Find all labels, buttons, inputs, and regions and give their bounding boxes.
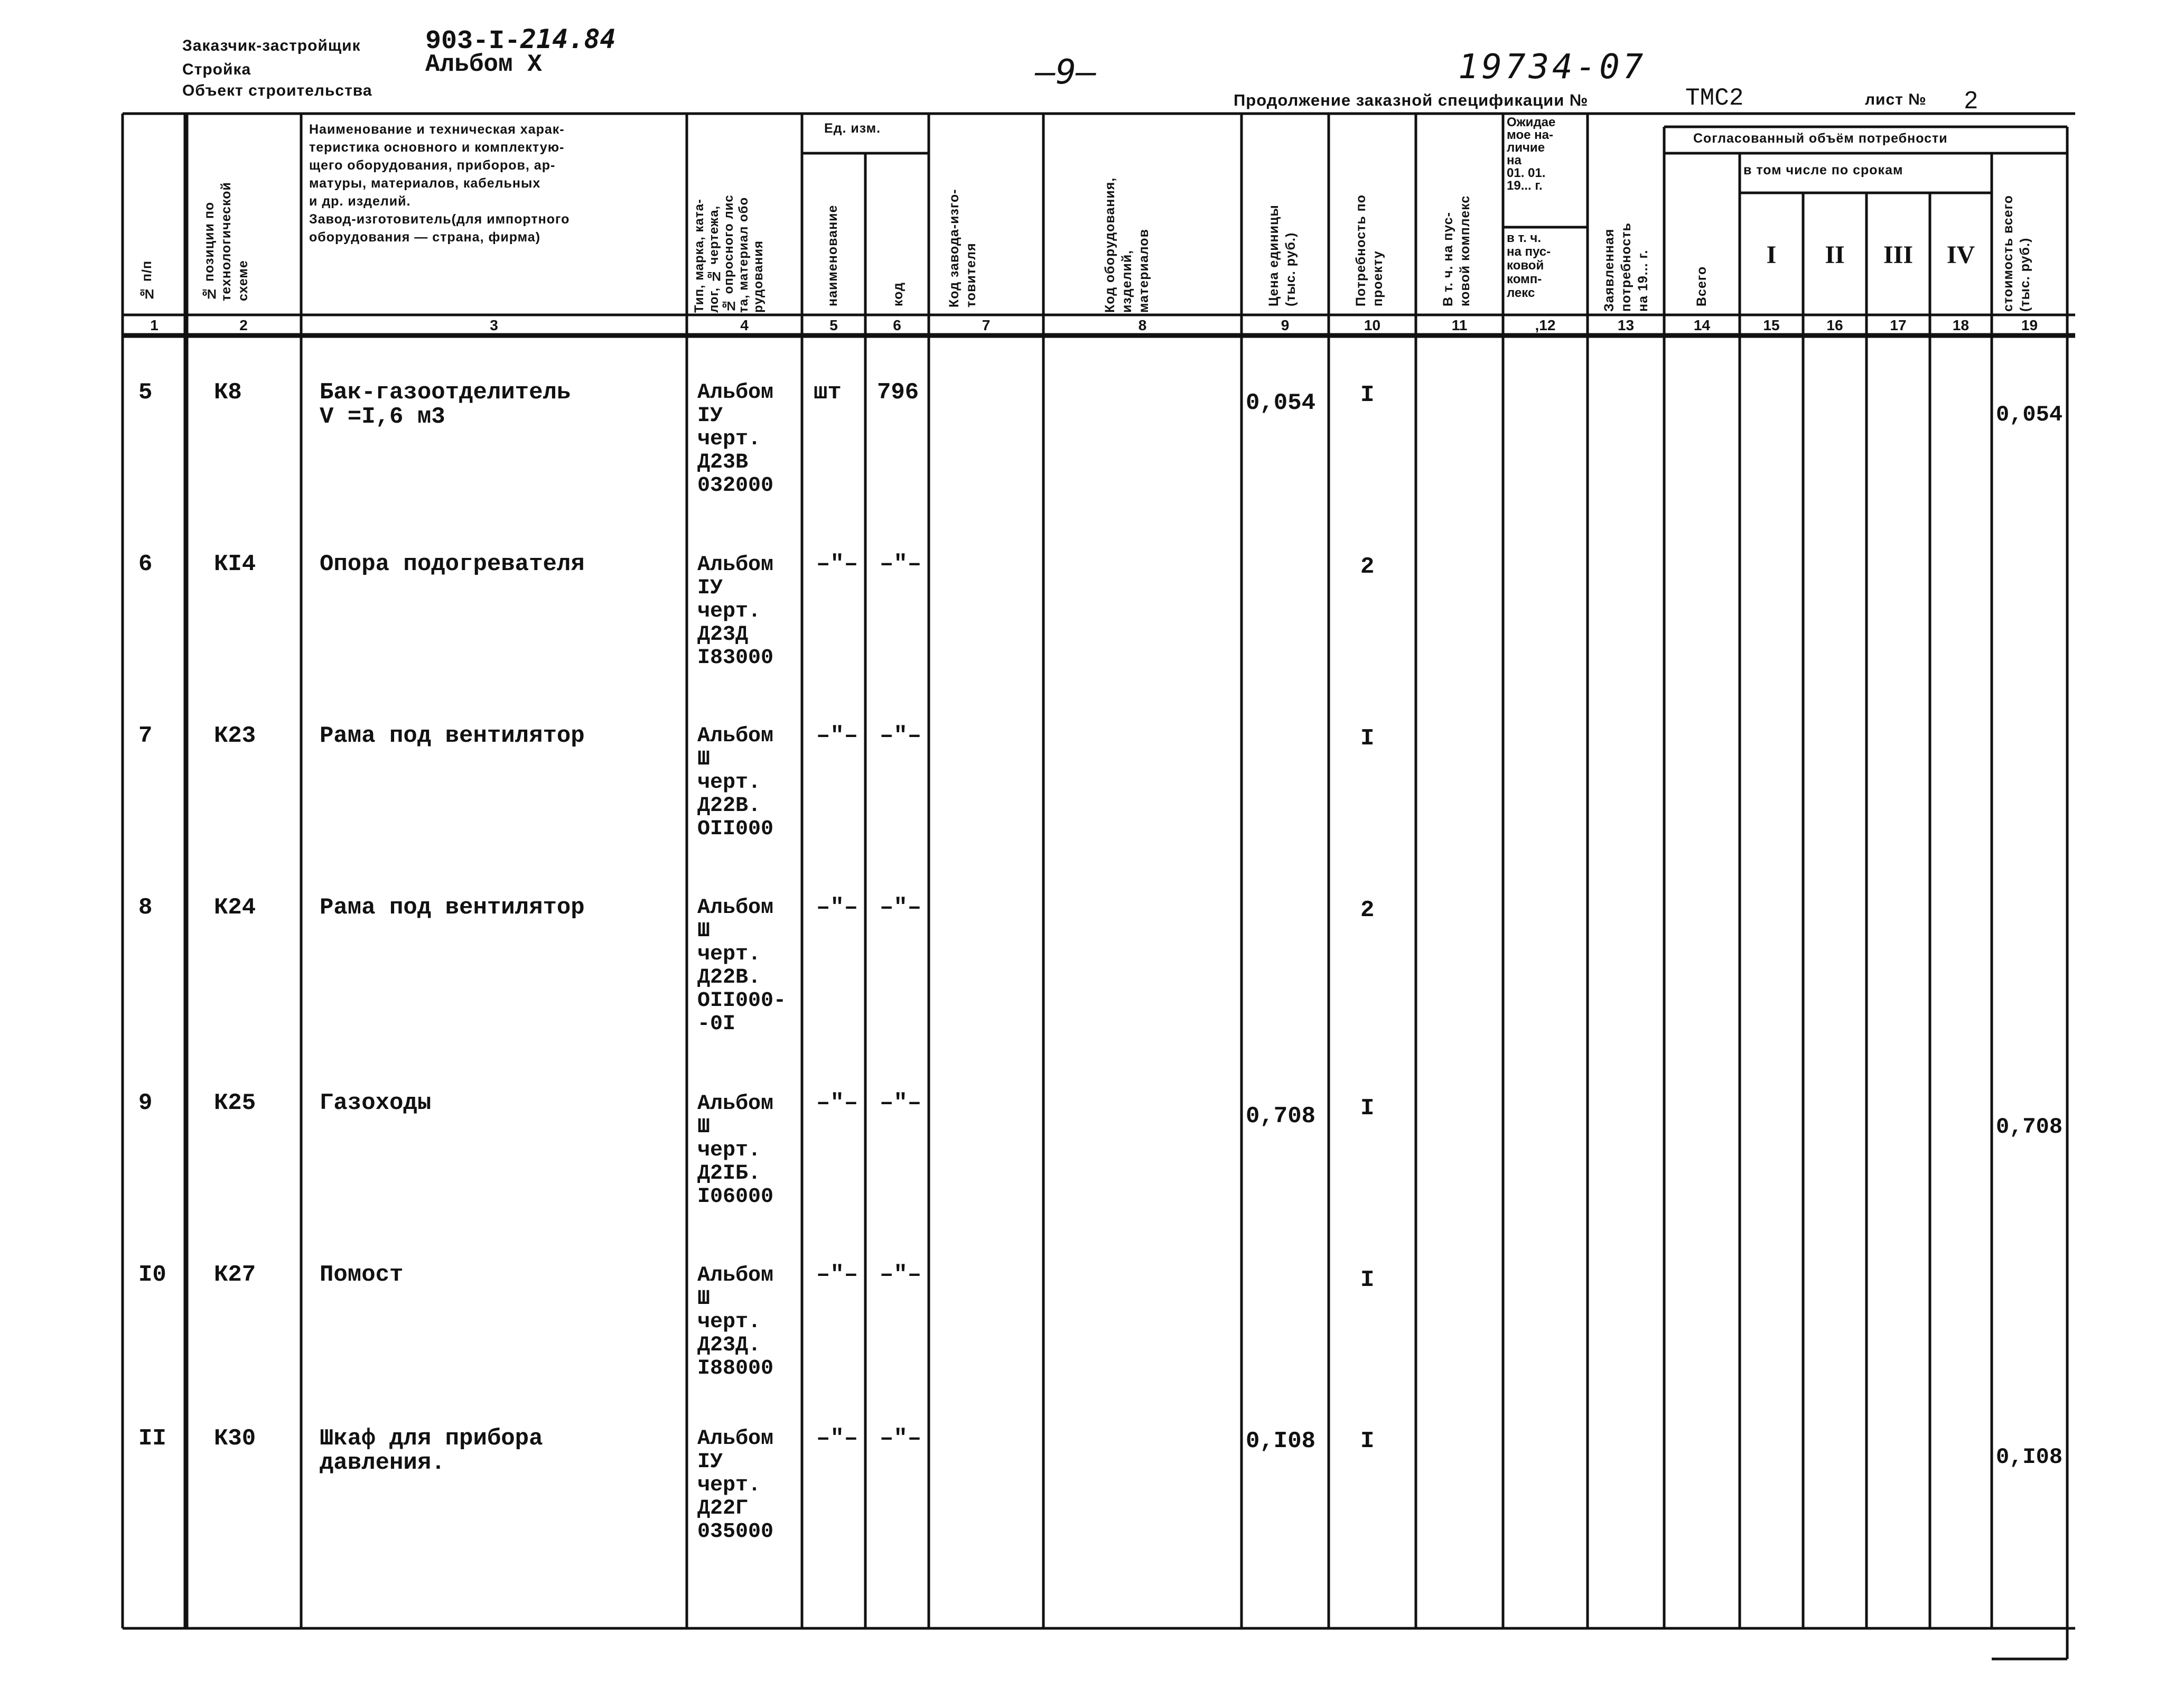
item-name: Опора подогревателя (320, 551, 585, 577)
unit-name: –"– (816, 551, 858, 577)
unit-name: –"– (816, 1262, 858, 1288)
col-number: 9 (1281, 317, 1290, 333)
col-number: ,12 (1535, 317, 1556, 333)
header-declared-need: Заявленная потребность на 19... г. (1602, 222, 1650, 312)
position-code: К8 (214, 379, 242, 406)
col-number: 14 (1693, 317, 1711, 333)
position-code: К27 (214, 1262, 256, 1288)
project-need: I (1360, 1095, 1375, 1122)
page-mark: –9– (1035, 53, 1097, 92)
header-term-2: II (1825, 241, 1845, 269)
item-name: Шкаф для прибора давления. (320, 1425, 543, 1476)
unit-code: –"– (880, 1262, 922, 1288)
header-unit-price: Цена единицы (тыс. руб.) (1266, 204, 1298, 306)
unit-code: –"– (880, 1425, 922, 1452)
col-number: 8 (1138, 317, 1147, 333)
col-number: 15 (1763, 317, 1780, 333)
row-number: II (138, 1425, 166, 1452)
unit-code: –"– (880, 894, 922, 921)
unit-price: 0,054 (1246, 390, 1316, 416)
unit-code: –"– (880, 551, 922, 577)
item-name: Бак-газоотделитель V =I,6 м3 (320, 379, 571, 430)
project-code-handwritten: 214.84 (520, 24, 616, 54)
project-code-printed: 903-I- (425, 26, 521, 57)
col-number: 10 (1364, 317, 1381, 333)
col-number: 6 (893, 317, 901, 333)
col-number: 4 (740, 317, 749, 333)
position-code: К25 (214, 1090, 256, 1116)
header-agreed-group: Согласованный объём потребности (1693, 131, 1948, 146)
header-term-4: IV (1946, 241, 1975, 269)
item-type: Альбом IУ черт. Д23В 032000 (697, 381, 774, 498)
item-name: Помост (320, 1262, 404, 1288)
row-number: 6 (138, 551, 153, 577)
header-term-3: III (1883, 241, 1914, 269)
construction-label: Стройка (182, 61, 251, 78)
unit-code: –"– (880, 723, 922, 749)
col-number: 1 (150, 317, 158, 333)
unit-name: –"– (816, 1090, 858, 1116)
project-need: 2 (1360, 554, 1375, 580)
project-need: I (1360, 382, 1375, 408)
row-number: 7 (138, 723, 153, 749)
total-cost: 0,I08 (1996, 1444, 2063, 1470)
project-need: I (1360, 1428, 1375, 1454)
item-name: Газоходы (320, 1090, 432, 1116)
header-factory-code: Код завода-изго- товителя (947, 189, 978, 307)
item-type: Альбом Ш черт. Д22В. ОII000- -0I (697, 896, 787, 1036)
col-number: 2 (239, 317, 248, 333)
unit-name: –"– (816, 1425, 858, 1452)
header-project-need: Потребность по проекту (1354, 194, 1385, 306)
item-type: Альбом Ш черт. Д22В. ОII000 (697, 724, 774, 841)
unit-code: 796 (877, 379, 919, 406)
col-number: 13 (1617, 317, 1635, 333)
header-equipment-code: Код оборудования, изделий, материалов (1103, 177, 1151, 313)
col-number: 7 (982, 317, 991, 333)
header-total-cost: стоимость всего (тыс. руб.) (2001, 195, 2032, 312)
total-cost: 0,054 (1996, 402, 2063, 427)
unit-name: шт (814, 379, 842, 406)
project-need: I (1360, 1267, 1375, 1293)
col-number: 5 (829, 317, 838, 333)
item-type: Альбом Ш черт. Д2IБ. I06000 (697, 1092, 774, 1209)
header-position: № позиции по технологической схеме (202, 182, 250, 301)
unit-code: –"– (880, 1090, 922, 1116)
unit-name: –"– (816, 894, 858, 921)
document-number: 19734-07 (1458, 48, 1647, 87)
total-cost: 0,708 (1996, 1114, 2063, 1140)
spec-number: ТМС2 (1685, 85, 1744, 112)
header-by-terms: в том числе по срокам (1743, 163, 1903, 178)
spec-continuation-label: Продолжение заказной спецификации № (1234, 91, 1589, 109)
header-startup-complex: В т. ч. на пус- ковой комплекс (1441, 195, 1472, 306)
row-number: 9 (138, 1090, 153, 1116)
col-number: 18 (1952, 317, 1970, 333)
unit-price: 0,I08 (1246, 1428, 1316, 1454)
unit-name: –"– (816, 723, 858, 749)
row-number: I0 (138, 1262, 166, 1288)
header-type: Тип, марка, ката- лог, № чертежа, № опросного лис та, материал обо рудования (692, 194, 766, 313)
album-title: Альбом X (425, 51, 542, 78)
row-number: 5 (138, 379, 153, 406)
header-term-1: I (1766, 241, 1777, 269)
col-number: 11 (1451, 317, 1468, 333)
project-need: 2 (1360, 897, 1375, 924)
col-number: 3 (490, 317, 498, 333)
item-name: Рама под вентилятор (320, 723, 585, 749)
position-code: К23 (214, 723, 256, 749)
item-type: Альбом Ш черт. Д23Д. I88000 (697, 1264, 774, 1381)
col-number: 17 (1890, 317, 1907, 333)
item-name: Рама под вентилятор (320, 894, 585, 921)
sheet-label: лист № (1865, 91, 1927, 108)
position-code: К24 (214, 894, 256, 921)
header-expected-startup: в т. ч. на пус- ковой комп- лекс (1507, 231, 1551, 300)
position-code: КI4 (214, 551, 256, 577)
project-need: I (1360, 725, 1375, 752)
item-type: Альбом IУ черт. Д22Г 035000 (697, 1427, 774, 1544)
header-name: Наименование и техническая харак- теристика основного и комплектую- щего оборудования, приборов, ар- матуры, материалов, кабельных и др. изделий. Завод-изготовитель(для импортного оборудования — страна, фирма) (309, 122, 570, 245)
item-type: Альбом IУ черт. Д23Д I83000 (697, 553, 774, 670)
header-unit-code: код (891, 282, 906, 306)
customer-label: Заказчик-застройщик (182, 37, 361, 54)
object-label: Объект строительства (182, 82, 372, 99)
col-number: 19 (2021, 317, 2038, 333)
header-unit-group: Ед. изм. (824, 121, 881, 136)
row-number: 8 (138, 894, 153, 921)
header-total: Всего (1694, 266, 1709, 306)
position-code: К30 (214, 1425, 256, 1452)
sheet-number: 2 (1964, 86, 1978, 114)
header-unit-name: наименование (825, 204, 840, 306)
header-row-number: № п/п (139, 260, 154, 301)
header-expected-stock: Ожидае мое на- личие на 01. 01. 19... г. (1507, 115, 1556, 193)
col-number: 16 (1826, 317, 1843, 333)
unit-price: 0,708 (1246, 1103, 1316, 1130)
